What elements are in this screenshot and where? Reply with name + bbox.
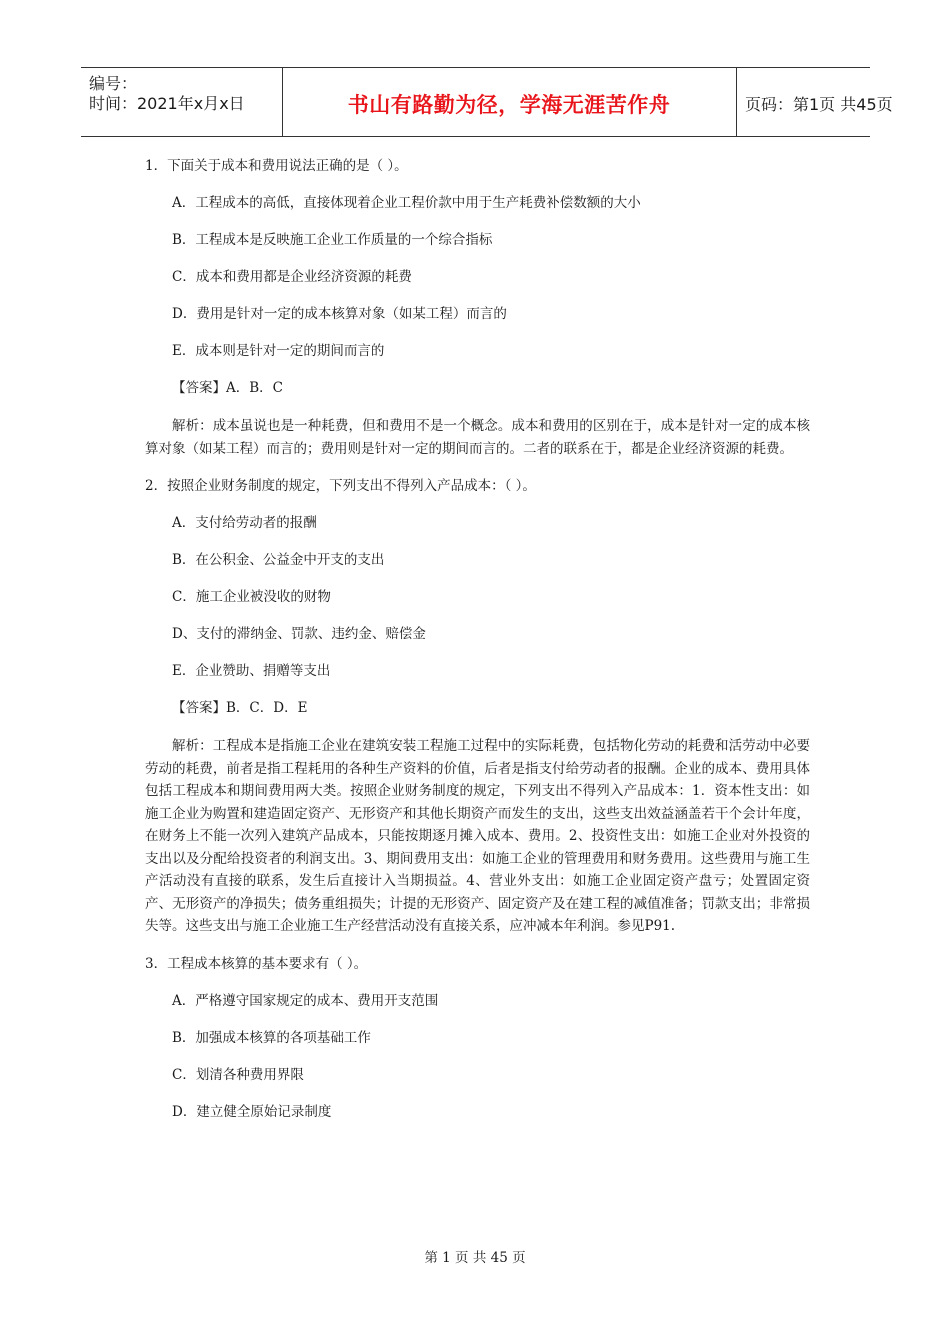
question-option: D、支付的滞纳金、罚款、违约金、赔偿金	[172, 626, 426, 642]
document-date-label: 时间：2021年x月x日	[89, 94, 245, 113]
header-page-number: 页码：第1页 共45页	[745, 95, 893, 114]
document-number-label: 编号：	[89, 74, 138, 93]
header-page-cell	[736, 68, 893, 136]
question-stem: 1．下面关于成本和费用说法正确的是（ ）。	[145, 158, 408, 174]
question-option: D．建立健全原始记录制度	[172, 1103, 332, 1120]
question-stem: 3．工程成本核算的基本要求有（ ）。	[145, 955, 368, 972]
question-option: E．成本则是针对一定的期间而言的	[172, 343, 385, 359]
header-motto-cell	[282, 68, 737, 136]
page-footer: 第 1 页 共 45 页	[424, 1250, 526, 1266]
question-stem: 2．按照企业财务制度的规定，下列支出不得列入产品成本：（ ）。	[145, 478, 536, 494]
question-option: A．工程成本的高低，直接体现着企业工程价款中用于生产耗费补偿数额的大小	[172, 195, 641, 211]
question-option: C．成本和费用都是企业经济资源的耗费	[172, 269, 412, 285]
header-meta-cell	[81, 68, 283, 136]
question-option: B．工程成本是反映施工企业工作质量的一个综合指标	[172, 232, 493, 248]
page-header	[81, 67, 893, 137]
question-explanation: 解析：工程成本是指施工企业在建筑安装工程施工过程中的实际耗费，包括物化劳动的耗费和活劳动中必要劳动的耗费，前者是指工程耗用的各种生产资料的价值，后者是指支付给劳动者的报酬。企业的成本、费用具体包括工程成本和期间费用两大类。按照企业财务制度的规定，下列支出不得列入产品成本：1．资本性支出：如施工企业为购置和建造固定资产、无形资产和其他长期资产而发生的支出，这些支出效益涵盖若干个会计年度，在财务上不能一次列入建筑产品成本，只能按期逐月摊入成本、费用。2、投资性支出：如施工企业对外投资的支出以及分配给投资者的利润支出。3、期间费用支出：如施工企业的管理费用和财务费用。这些费用与施工生产活动没有直接的联系，发生后直接计入当期损益。4、营业外支出：如施工企业固定资产盘亏；处置固定资产、无形资产的净损失；债务重组损失；计提的无形资产、固定资产及在建工程的减值准备；罚款支出；非常损失等。这些支出与施工企业施工生产经营活动没有直接关系，应冲减本年利润。参见P91.	[145, 738, 810, 934]
question-option: A．支付给劳动者的报酬	[172, 515, 317, 531]
question-option: B．加强成本核算的各项基础工作	[172, 1029, 371, 1046]
question-explanation: 解析：成本虽说也是一种耗费，但和费用不是一个概念。成本和费用的区别在于，成本是针对一定的成本核算对象（如某工程）而言的；费用则是针对一定的期间而言的。二者的联系在于，都是企业经济资源的耗费。	[145, 418, 810, 457]
header-motto: 书山有路勤为径，学海无涯苦作舟	[347, 93, 671, 117]
question-answer: 【答案】A．B．C	[172, 380, 283, 396]
question-option: C．施工企业被没收的财物	[172, 589, 331, 605]
question-answer: 【答案】B．C．D．E	[172, 700, 308, 716]
question-option: D．费用是针对一定的成本核算对象（如某工程）而言的	[172, 306, 507, 322]
question-option: B．在公积金、公益金中开支的支出	[172, 552, 385, 568]
question-option: E．企业赞助、捐赠等支出	[172, 663, 331, 679]
question-option: A．严格遵守国家规定的成本、费用开支范围	[172, 992, 439, 1009]
question-option: C．划清各种费用界限	[172, 1066, 304, 1083]
document-body	[145, 156, 810, 1139]
